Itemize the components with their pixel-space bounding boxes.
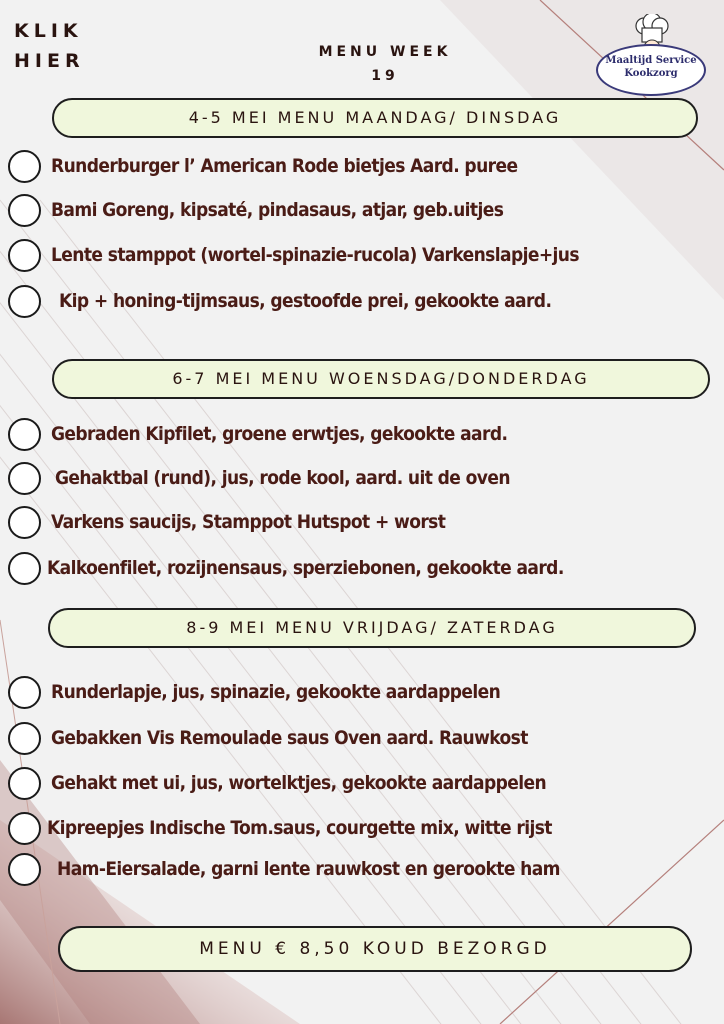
menu-week-number: 19 (371, 68, 399, 84)
menu-item[interactable] (8, 765, 546, 801)
radio-button[interactable] (8, 194, 41, 227)
menu-item[interactable] (8, 148, 517, 184)
klik-line-2: HIER (14, 50, 85, 72)
menu-week-title (300, 40, 470, 88)
menu-week-label: MENU WEEK (318, 44, 452, 60)
menu-item[interactable] (8, 192, 503, 228)
radio-button[interactable] (8, 285, 41, 318)
menu-item-label: Gehakt met ui, jus, wortelktjes, gekookte aardappelen (51, 772, 547, 794)
menu-item-label: Kalkoenfilet, rozijnensaus, sperziebonen, gekookte aard. (47, 557, 564, 579)
logo-line-2: Kookzorg (624, 68, 678, 79)
logo-line-1: Maaltijd Service (605, 55, 697, 66)
radio-button[interactable] (8, 150, 41, 183)
radio-button[interactable] (8, 506, 41, 539)
radio-button[interactable] (8, 853, 41, 886)
menu-item[interactable] (8, 416, 507, 452)
menu-item-label: Gehaktbal (rund), jus, rode kool, aard. uit de oven (55, 467, 510, 489)
radio-button[interactable] (8, 722, 41, 755)
radio-button[interactable] (8, 418, 41, 451)
price-banner: MENU € 8,50 KOUD BEZORGD (58, 926, 692, 972)
menu-item-label: Runderburger l’ American Rode bietjes Aard. puree (51, 155, 518, 177)
menu-item[interactable] (8, 851, 560, 887)
menu-item[interactable] (8, 810, 552, 846)
klik-line-1: KLIK (14, 20, 83, 42)
menu-item-label: Bami Goreng, kipsaté, pindasaus, atjar, geb.uitjes (51, 199, 504, 221)
menu-item[interactable] (8, 720, 528, 756)
klik-hier-link[interactable] (14, 16, 85, 76)
radio-button[interactable] (8, 676, 41, 709)
logo-text (594, 54, 708, 80)
radio-button[interactable] (8, 767, 41, 800)
section-header-woensdag-donderdag: 6-7 MEI MENU WOENSDAG/DONDERDAG (52, 359, 710, 399)
logo (594, 14, 708, 98)
menu-item-label: Lente stamppot (wortel-spinazie-rucola) Varkenslapje+jus (51, 244, 579, 266)
radio-button[interactable] (8, 812, 41, 845)
menu-item[interactable] (8, 237, 579, 273)
menu-item-label: Kipreepjes Indische Tom.saus, courgette mix, witte rijst (47, 817, 552, 839)
menu-item-label: Ham-Eiersalade, garni lente rauwkost en gerookte ham (57, 858, 560, 880)
menu-item-label: Runderlapje, jus, spinazie, gekookte aardappelen (51, 681, 501, 703)
menu-item-label: Kip + honing-tijmsaus, gestoofde prei, gekookte aard. (59, 290, 552, 312)
menu-item[interactable] (8, 460, 510, 496)
menu-item[interactable] (8, 283, 551, 319)
section-header-maandag-dinsdag: 4-5 MEI MENU MAANDAG/ DINSDAG (52, 98, 698, 138)
menu-item-label: Varkens saucijs, Stamppot Hutspot + worst (51, 511, 446, 533)
menu-item[interactable] (8, 550, 564, 586)
menu-item-label: Gebraden Kipfilet, groene erwtjes, gekookte aard. (51, 423, 508, 445)
radio-button[interactable] (8, 239, 41, 272)
menu-item[interactable] (8, 504, 445, 540)
section-header-vrijdag-zaterdag: 8-9 MEI MENU VRIJDAG/ ZATERDAG (48, 608, 696, 648)
menu-item-label: Gebakken Vis Remoulade saus Oven aard. Rauwkost (51, 727, 528, 749)
radio-button[interactable] (8, 552, 41, 585)
radio-button[interactable] (8, 462, 41, 495)
menu-item[interactable] (8, 674, 500, 710)
